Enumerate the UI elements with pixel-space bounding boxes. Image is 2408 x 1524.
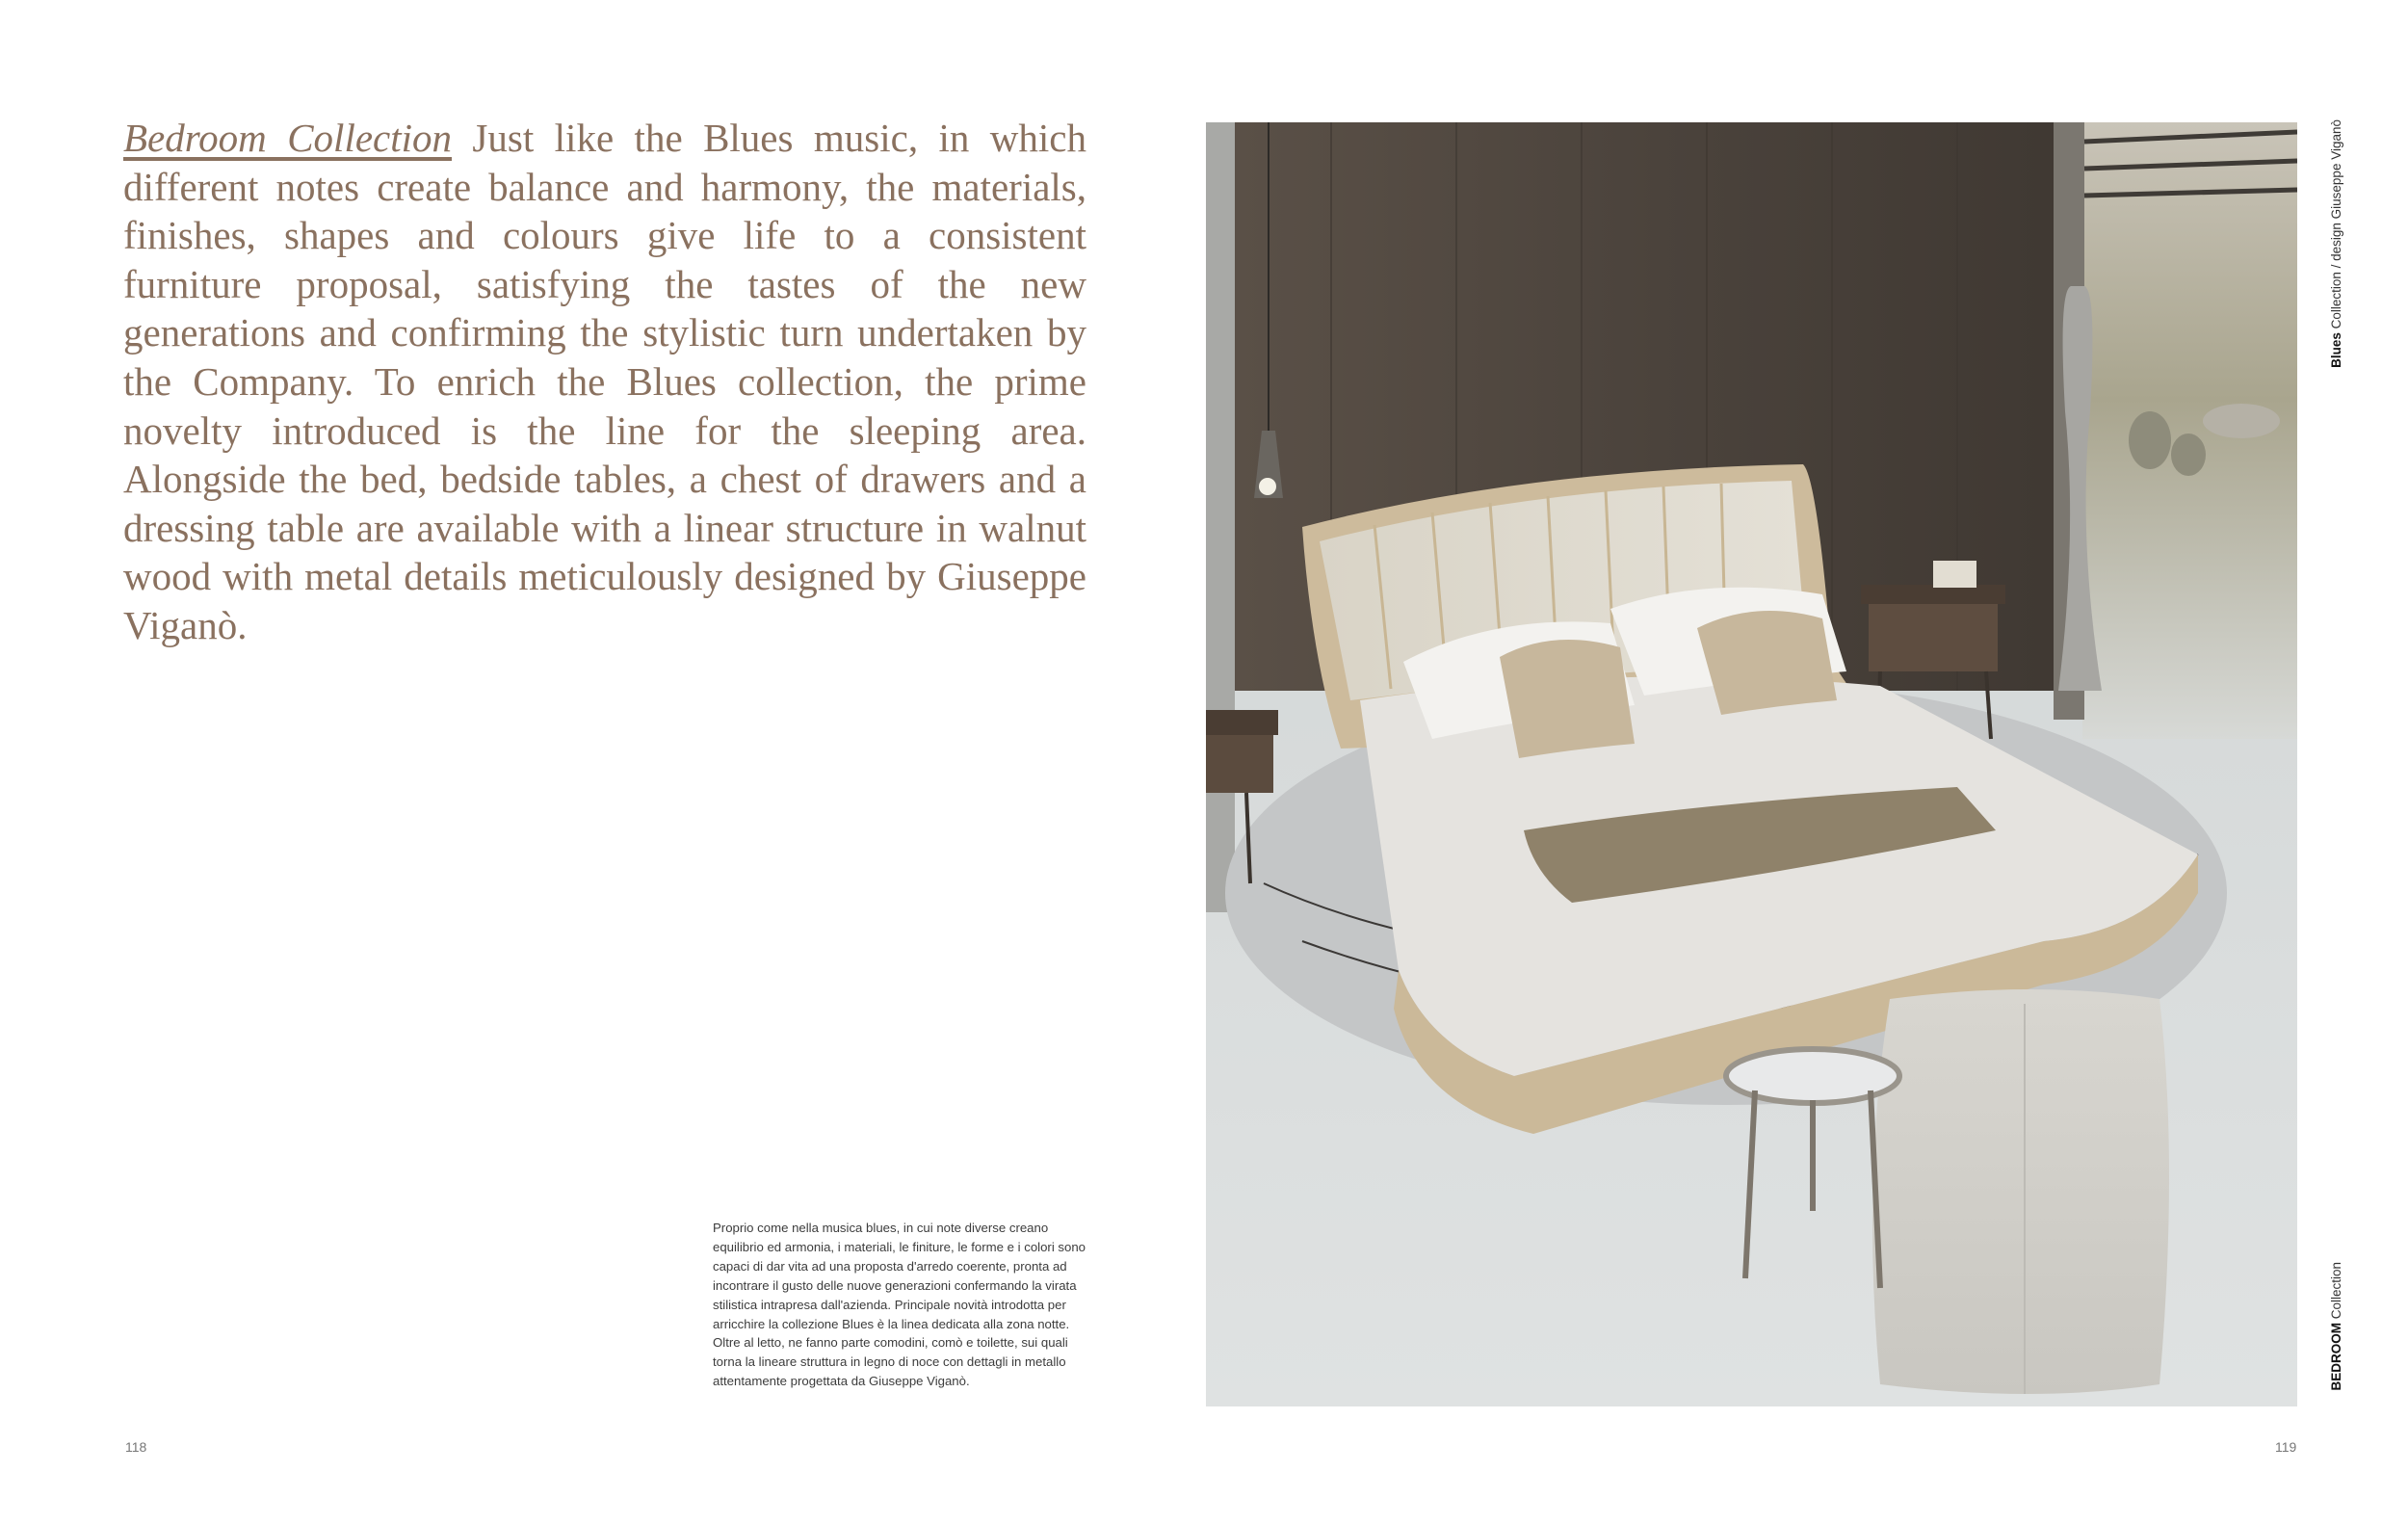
- running-title-bottom: [2329, 1262, 2343, 1391]
- page-number-left: 118: [125, 1439, 147, 1455]
- bedroom-illustration: [1206, 122, 2297, 1406]
- intro-paragraph: [123, 114, 1086, 650]
- intro-body-english: Just like the Blues music, in which different notes create balance and harmony, the materials, finishes, shapes and colours give life to a consistent furniture proposal, satisfying the tastes of the new generations and confirming the stylistic turn undertaken by the Company. To enrich the Blues collection, the prime novelty introduced is the line for the sleeping area. Alongside the bed, bedside tables, a chest of drawers and a dressing table are available with a linear structure in walnut wood with metal details meticulously designed by Giuseppe Viganò.: [123, 116, 1086, 647]
- left-column: [1206, 122, 1235, 912]
- italian-caption: Proprio come nella musica blues, in cui note diverse creano equilibrio ed armonia, i materiali, le finiture, le forme e i colori sono capaci di dar vita ad una proposta d'arredo coerente, pronta ad incontrare il gusto delle nuove generazioni confermando la virata stilistica intrapresa dall'azienda. Principale novità introdotta per arricchire la collezione Blues è la linea dedicata alla zona notte. Oltre al letto, ne fanno parte comodini, comò e toilette, sui quali torna la lineare struttura in legno di noce con dettagli in metallo attentamente progettata da Giuseppe Viganò.: [713, 1221, 1086, 1389]
- cushion-left: [1500, 640, 1635, 758]
- running-title-top-rest: Collection / design Giuseppe Viganò: [2329, 119, 2343, 333]
- running-title-top-bold: Blues: [2329, 332, 2343, 368]
- cushion-right: [1697, 611, 1837, 715]
- section-heading: Bedroom Collection: [123, 116, 453, 160]
- page-number-right: 119: [2275, 1439, 2297, 1455]
- running-title-bottom-rest: Collection: [2329, 1262, 2343, 1324]
- left-bedside-table: [1206, 710, 1278, 735]
- running-title-bottom-bold: BEDROOM: [2329, 1323, 2343, 1391]
- pouf: [1872, 989, 2169, 1394]
- bedroom-photo: [1206, 122, 2297, 1406]
- running-title-top: [2329, 119, 2343, 368]
